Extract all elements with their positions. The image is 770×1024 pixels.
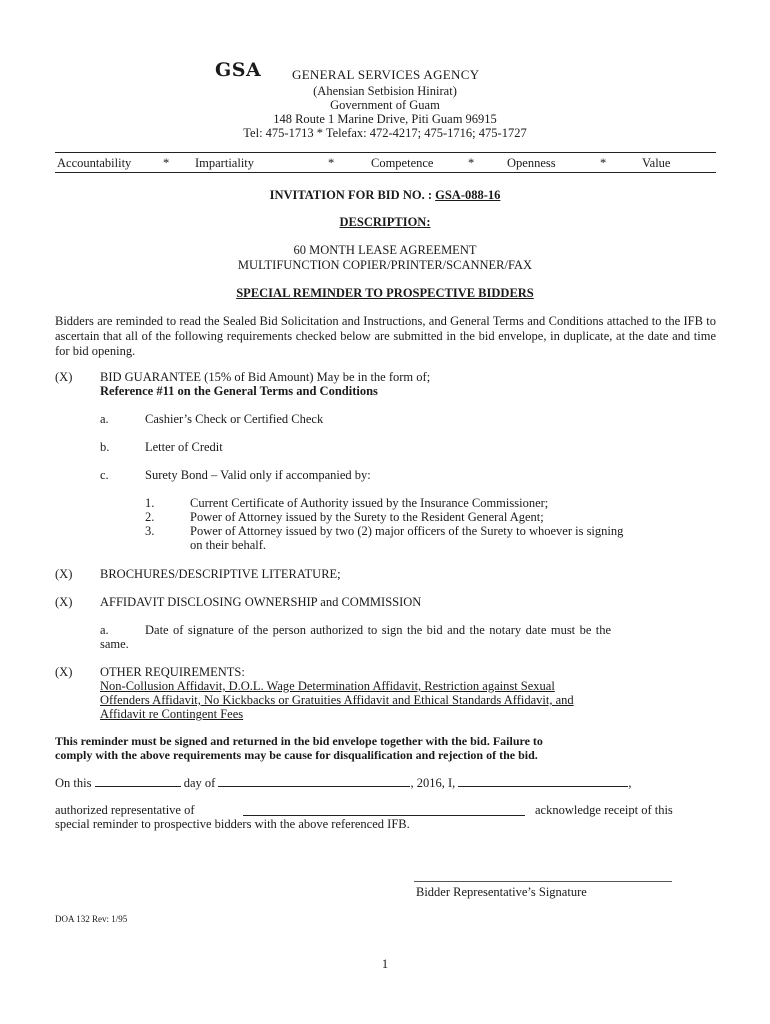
other-requirements-label: OTHER REQUIREMENTS: xyxy=(100,665,245,679)
phone-line: Tel: 475-1713 * Telefax: 472-4217; 475-1716; 475-1727 xyxy=(243,126,527,140)
bid-label: INVITATION FOR BID NO. : xyxy=(269,188,436,202)
agency-native-name: (Ahensian Setbision Hinirat) xyxy=(313,84,457,98)
gsa-logo: GSA xyxy=(215,59,262,81)
description-label: DESCRIPTION: xyxy=(339,215,431,229)
surety-item-officers-cont: on their behalf. xyxy=(190,538,267,552)
affidavit-item-text-cont: same. xyxy=(100,637,129,651)
check-mark-other: (X) xyxy=(55,665,73,679)
option-letter: b. xyxy=(100,440,110,454)
intro-paragraph: Bidders are reminded to read the Sealed Bid Solicitation and Instructions, and General Terms and Conditions attached to the IFB to ascertain that all of the following requirements checked below are submitted in the bid envelope, in duplicate, at the date and time for bid opening. xyxy=(55,314,716,358)
surety-item-number: 2. xyxy=(145,510,155,524)
warning-line-2: comply with the above requirements may be cause for disqualification and rejection of the bid. xyxy=(55,748,538,762)
check-mark-brochures: (X) xyxy=(55,567,73,581)
bid-guarantee-text: BID GUARANTEE (15% of Bid Amount) May be in the form of; xyxy=(100,370,431,384)
value-accountability: Accountability xyxy=(57,156,132,170)
ack-comma: , xyxy=(628,776,632,790)
header-rule-bottom xyxy=(55,172,716,173)
surety-item-officers: Power of Attorney issued by two (2) major officers of the Surety to whoever is signing xyxy=(190,524,624,538)
surety-item-power-of-attorney: Power of Attorney issued by the Surety to the Resident General Agent; xyxy=(190,510,544,524)
affidavit-item-letter: a. xyxy=(100,623,109,637)
other-requirements-line-1: Non-Collusion Affidavit, D.O.L. Wage Determination Affidavit, Restriction against Sexual xyxy=(100,679,555,693)
value-competence: Competence xyxy=(371,156,434,170)
name-blank[interactable] xyxy=(458,775,628,787)
ack-line-1 xyxy=(55,775,631,790)
brochures-text: BROCHURES/DESCRIPTIVE LITERATURE; xyxy=(100,567,341,581)
agency-name: GENERAL SERVICES AGENCY xyxy=(292,67,480,82)
bid-title xyxy=(0,188,770,202)
ack-authorized: authorized representative of xyxy=(55,803,195,817)
affidavit-item-text: Date of signature of the person authorized to sign the bid and the notary date must be the xyxy=(145,623,612,637)
signature-label: Bidder Representative’s Signature xyxy=(416,885,587,899)
option-letter-of-credit: Letter of Credit xyxy=(145,440,223,454)
warning-line-1: This reminder must be signed and returned in the bid envelope together with the bid. Failure to xyxy=(55,734,543,748)
other-requirements-line-2: Offenders Affidavit, No Kickbacks or Gratuities Affidavit and Ethical Standards Affidavit, and xyxy=(100,693,574,707)
option-cashiers-check: Cashier’s Check or Certified Check xyxy=(145,412,324,426)
option-surety-bond: Surety Bond – Valid only if accompanied by: xyxy=(145,468,371,482)
value-separator: * xyxy=(468,156,475,170)
day-blank[interactable] xyxy=(95,775,181,787)
description-line-1: 60 MONTH LEASE AGREEMENT xyxy=(293,243,477,257)
ack-on-this: On this xyxy=(55,776,92,790)
reminder-title: SPECIAL REMINDER TO PROSPECTIVE BIDDERS xyxy=(236,286,534,300)
value-separator: * xyxy=(163,156,170,170)
check-mark-guarantee: (X) xyxy=(55,370,73,384)
form-id: DOA 132 Rev: 1/95 xyxy=(55,914,128,924)
header-rule-top xyxy=(55,152,716,153)
value-separator: * xyxy=(600,156,607,170)
ack-day-of: day of xyxy=(183,776,216,790)
company-blank[interactable] xyxy=(243,804,525,816)
signature-line[interactable] xyxy=(414,881,672,882)
check-mark-affidavit: (X) xyxy=(55,595,73,609)
bid-guarantee-reference: Reference #11 on the General Terms and Conditions xyxy=(100,384,378,398)
government-line: Government of Guam xyxy=(330,98,440,112)
month-blank[interactable] xyxy=(218,775,410,787)
page-number: 1 xyxy=(381,957,389,971)
surety-item-number: 3. xyxy=(145,524,155,538)
ack-line-2: special reminder to prospective bidders with the above referenced IFB. xyxy=(55,817,410,831)
surety-item-number: 1. xyxy=(145,496,155,510)
value-separator: * xyxy=(328,156,335,170)
core-values-bar xyxy=(55,156,716,170)
ack-acknowledge: acknowledge receipt of this xyxy=(535,803,673,817)
description-line-2: MULTIFUNCTION COPIER/PRINTER/SCANNER/FAX xyxy=(237,258,533,272)
other-requirements-line-3: Affidavit re Contingent Fees xyxy=(100,707,244,721)
surety-item-certificate: Current Certificate of Authority issued by the Insurance Commissioner; xyxy=(190,496,549,510)
value-openness: Openness xyxy=(507,156,556,170)
value-value: Value xyxy=(642,156,671,170)
option-letter: a. xyxy=(100,412,109,426)
address-line: 148 Route 1 Marine Drive, Piti Guam 96915 xyxy=(273,112,497,126)
ack-year: , 2016, I, xyxy=(410,776,456,790)
bid-number: GSA-088-16 xyxy=(435,188,501,202)
value-impartiality: Impartiality xyxy=(195,156,255,170)
option-letter: c. xyxy=(100,468,109,482)
affidavit-text: AFFIDAVIT DISCLOSING OWNERSHIP and COMMISSION xyxy=(100,595,422,609)
